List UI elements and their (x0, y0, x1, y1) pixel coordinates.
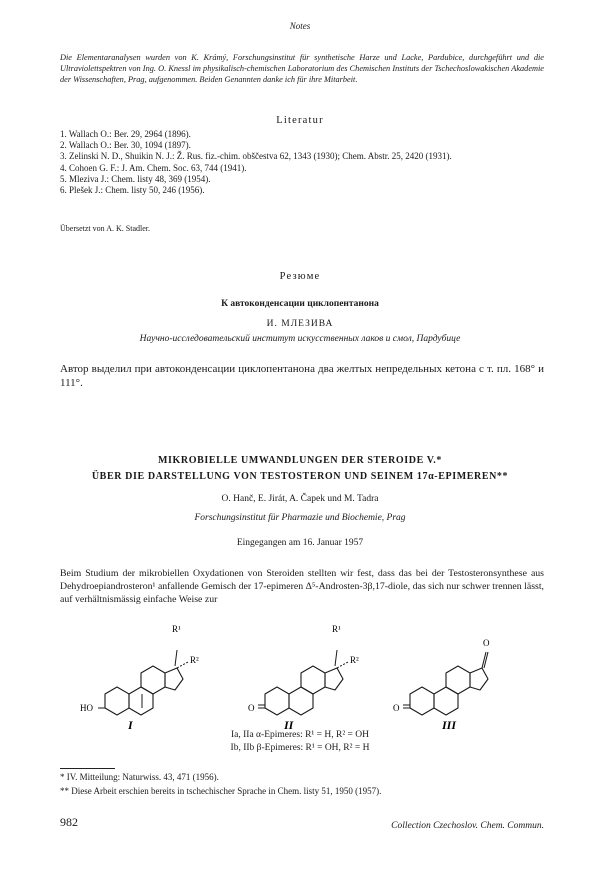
reference-item: 4. Cohoen G. F.: J. Am. Chem. Soc. 63, 744 (1941). (60, 162, 247, 173)
reference-list (60, 129, 544, 196)
footnote-2: ** Diese Arbeit erschien bereits in tschechischer Sprache in Chem. listy 51, 1950 (1957). (60, 786, 382, 796)
o-label: O (483, 638, 490, 648)
o-label: O (248, 703, 255, 713)
reference-item: 5. Mleziva J.: Chem. listy 48, 369 (1954). (60, 173, 211, 184)
resume-title: К автоконденсации циклопентанона (221, 299, 379, 309)
journal-name: Collection Czechoslov. Chem. Commun. (391, 821, 544, 831)
compound-label-I: I (128, 718, 133, 732)
r2-label: R² (190, 655, 199, 665)
article-title-line-2: ÜBER DIE DARSTELLUNG VON TESTOSTERON UND SEINEM 17α-EPIMEREN** (91, 471, 509, 482)
footnote-1: * IV. Mitteilung: Naturwiss. 43, 471 (1956). (60, 772, 219, 782)
received-date: Eingegangen am 16. Januar 1957 (236, 538, 364, 548)
structure-I (80, 624, 199, 732)
reference-item: 6. Plešek J.: Chem. listy 50, 246 (1956). (60, 185, 205, 196)
article-title-line-1: MIKROBIELLE UMWANDLUNGEN DER STEROIDE V.* (158, 455, 442, 466)
r1-label: R¹ (172, 624, 181, 634)
structure-II (248, 624, 359, 732)
r2-label: R² (350, 655, 359, 665)
resume-author: И. МЛЕЗИВА (266, 319, 334, 329)
acknowledgment-paragraph: Die Elementaranalysen wurden von K. Krámý, Forschungsinstitut für synthetische Harze und Lacke, Pardubice, durchgeführt und die Ultraviolettspektren von Ing. O. Knessl im physikalisch-chemischen Laboratorium des Chemischen Instituts der Tschechoslowakischen Akademie der Wissenschaften, Prag, aufgenommen. Beiden Genannten danke ich für ihre Mitarbeit. (60, 53, 544, 85)
translator-note: Übersetzt von A. K. Stadler. (60, 224, 150, 233)
article-authors: O. Hanč, E. Jirát, A. Čapek und M. Tadra (221, 494, 379, 504)
article-institute: Forschungsinstitut für Pharmazie und Biochemie, Prag (194, 513, 406, 523)
reference-item: 3. Zelinski N. D., Shuikin N. J.: Ž. Rus. fiz.-chim. obščestva 62, 1343 (1930); Chem. Abstr. 25, 2420 (1931). (60, 151, 452, 162)
resume-institute: Научно-исследовательский институт искусственных лаков и смол, Пардубице (139, 334, 461, 344)
running-head: Notes (289, 21, 311, 31)
compound-label-III: III (442, 718, 457, 732)
epimer-a-caption: Ia, IIa α-Epimeres: R¹ = H, R² = OH (231, 730, 369, 740)
page-number: 982 (60, 815, 78, 829)
r1-label: R¹ (332, 624, 341, 634)
structure-III (393, 638, 490, 732)
resume-body: Автор выделил при автоконденсации циклопентанона два желтых непредельных кетона с т. пл. 168° и 111°. (60, 363, 544, 389)
resume-heading: Резюме (279, 271, 321, 282)
reference-item: 2. Wallach O.: Ber. 30, 1094 (1897). (60, 140, 191, 151)
literature-heading: Literatur (276, 115, 324, 126)
o-label: O (393, 703, 400, 713)
footnote-rule (60, 768, 115, 769)
intro-paragraph: Beim Studium der mikrobiellen Oxydationen von Steroiden stellten wir fest, dass das bei der Testosteronsynthese aus Dehydroepiandrosteron¹ anfallende Gemisch der 17-epimeren Δ⁵-Androsten-3β,17-diole, das sich nur schwer trennen lässt, auf verhältnismässig einfache Weise zur (60, 568, 544, 606)
compound-label-II: II (284, 718, 294, 732)
reference-item: 1. Wallach O.: Ber. 29, 2964 (1896). (60, 129, 191, 139)
epimer-b-caption: Ib, IIb β-Epimeres: R¹ = OH, R² = H (230, 743, 370, 753)
ho-label: HO (80, 703, 93, 713)
steroid-structure-scheme (60, 610, 544, 740)
